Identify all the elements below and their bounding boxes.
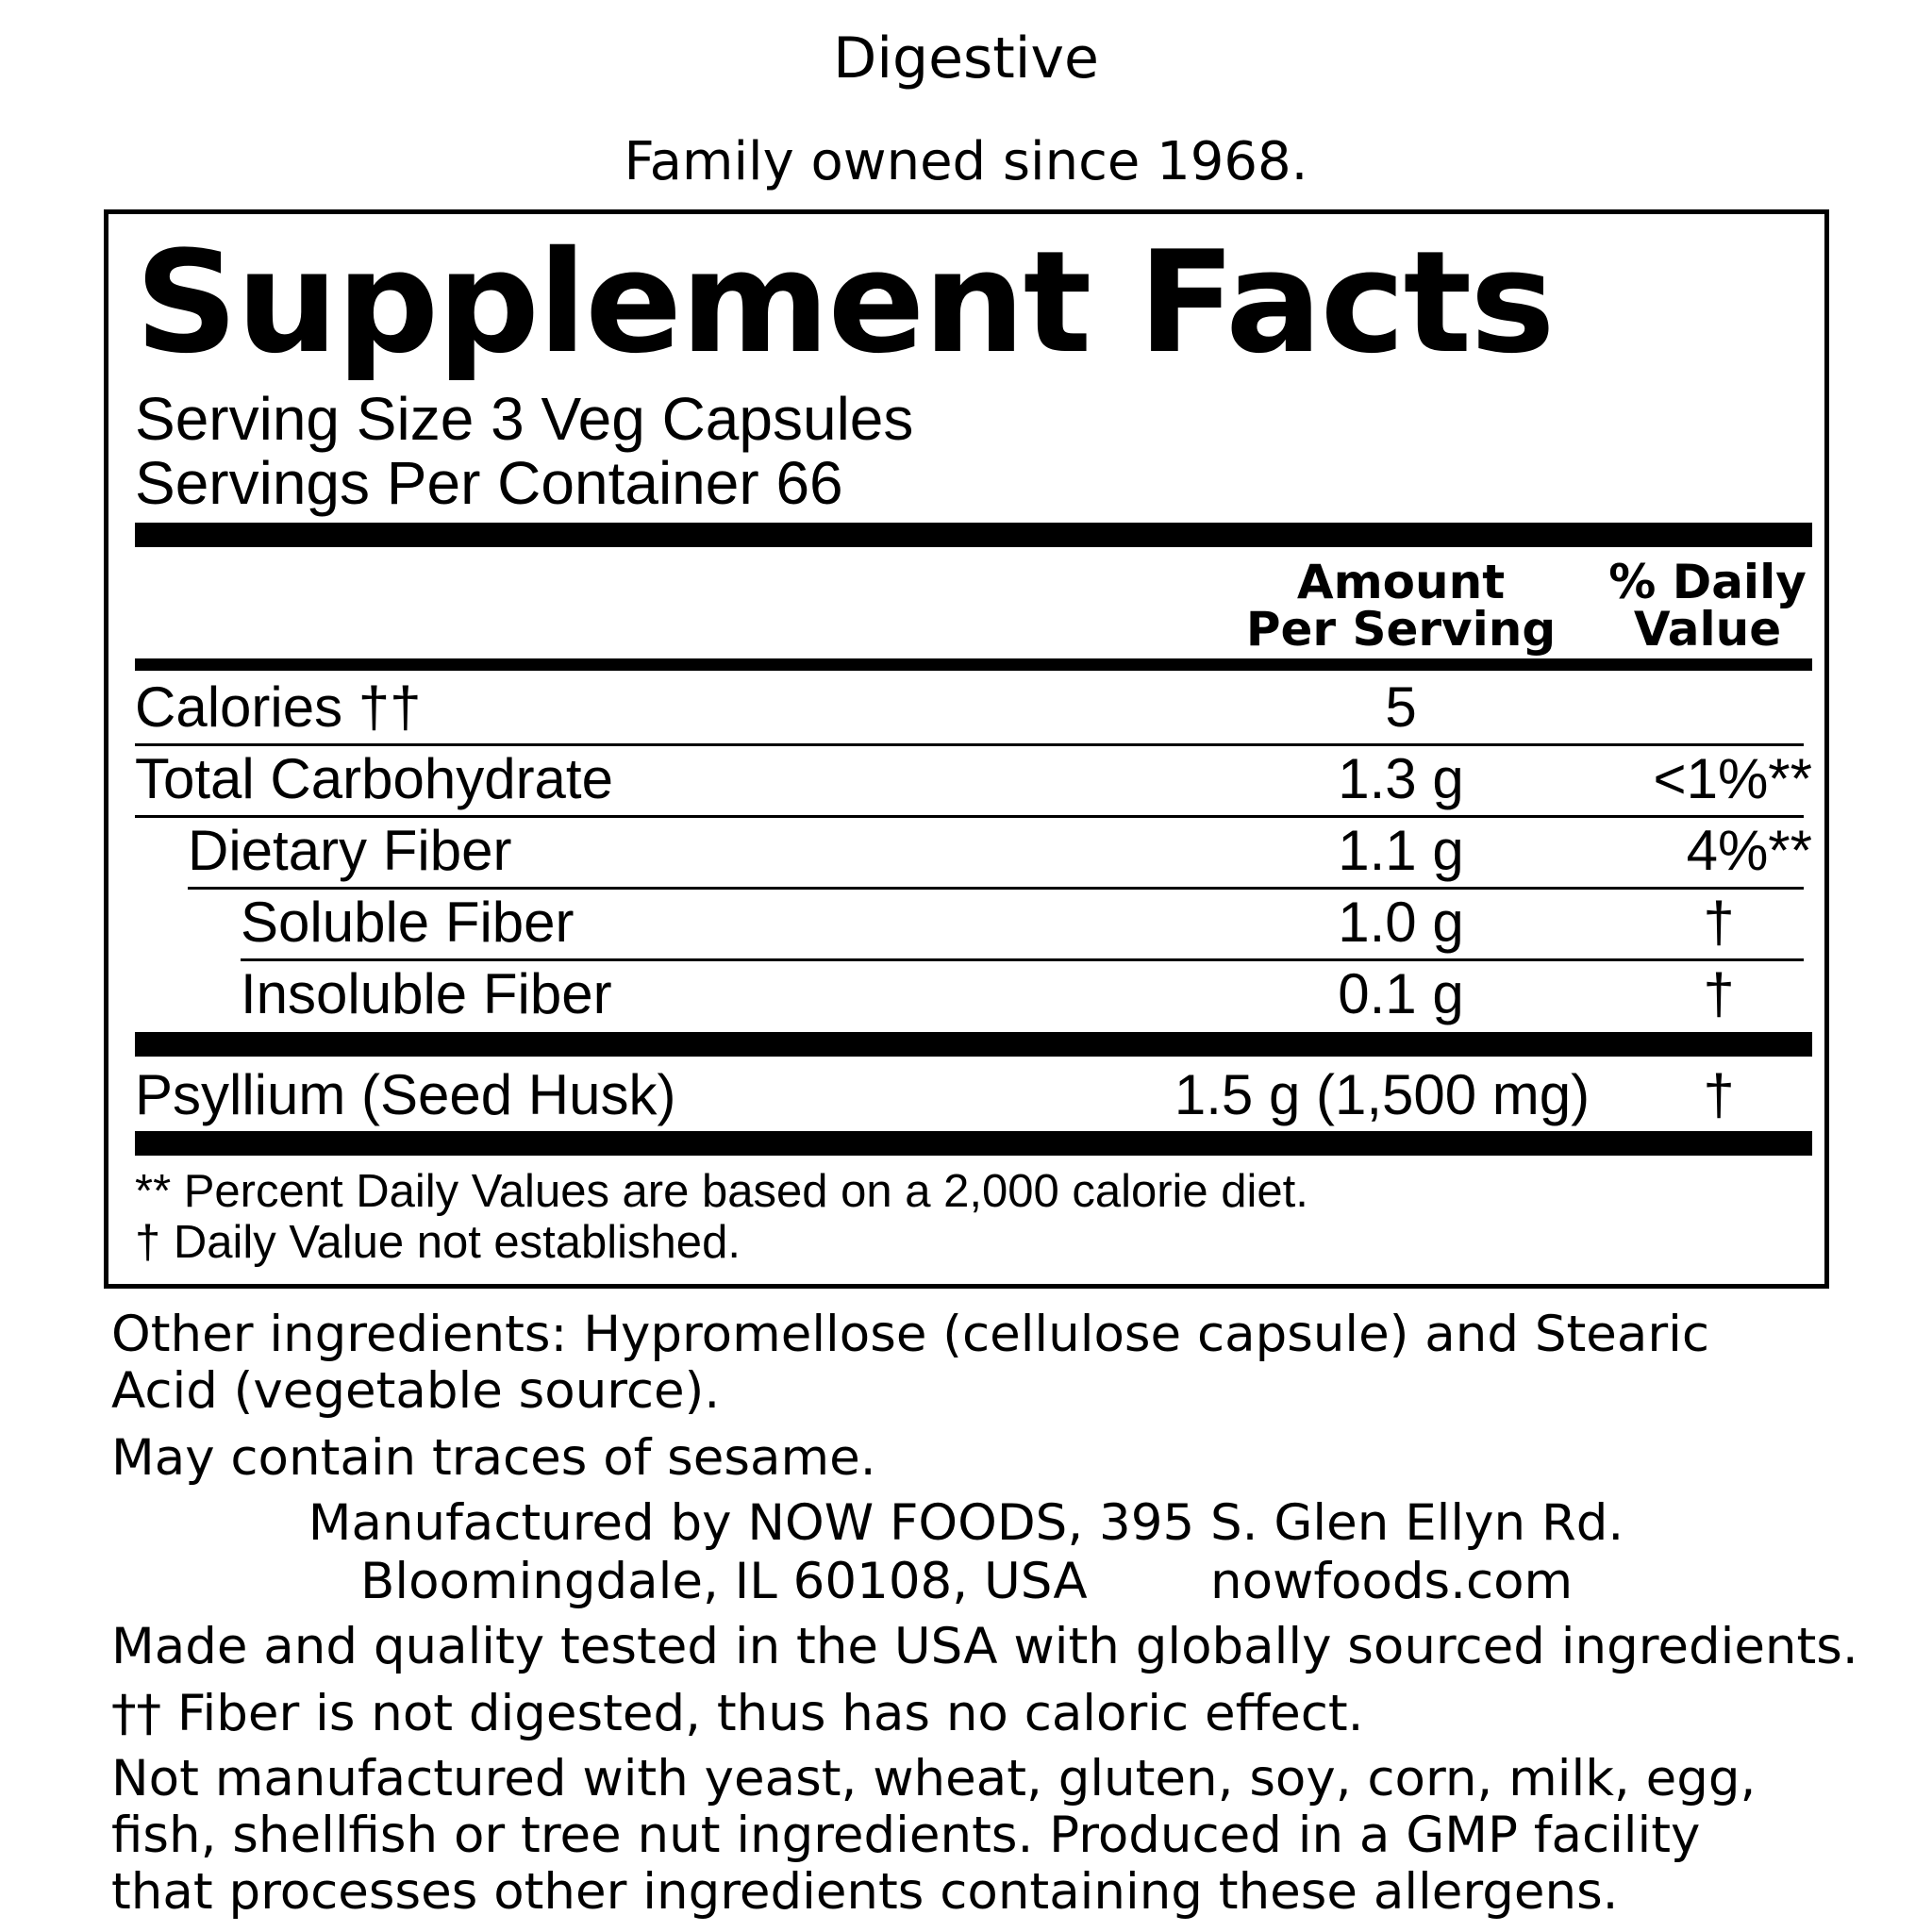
footnote-dv-not-established: † Daily Value not established.: [135, 1217, 741, 1268]
row-amount-soluble-fiber: 1.0 g: [1338, 891, 1464, 954]
thick-divider: [135, 523, 1812, 547]
serving-size: Serving Size 3 Veg Capsules: [135, 385, 914, 453]
row-label-psyllium: Psyllium (Seed Husk): [135, 1063, 676, 1126]
thick-divider: [135, 1032, 1812, 1057]
row-label-insoluble-fiber: Insoluble Fiber: [241, 962, 612, 1025]
supplement-facts-panel: [104, 209, 1829, 1289]
footnote-daily-values: ** Percent Daily Values are based on a 2,000 calorie diet.: [135, 1166, 1308, 1217]
sesame-warning: May contain traces of sesame.: [111, 1429, 876, 1487]
column-header-amount: [1203, 555, 1599, 657]
column-header-dv-line2: Value: [1633, 602, 1782, 657]
medium-divider: [135, 658, 1812, 671]
column-header-amount-line2: Per Serving: [1245, 602, 1557, 657]
row-label-dietary-fiber: Dietary Fiber: [188, 819, 512, 882]
row-dv-total-carbohydrate: <1%**: [1653, 747, 1812, 810]
row-dv-soluble-fiber: †: [1703, 891, 1735, 954]
allergen-statement-line2: fish, shellfish or tree nut ingredients. Produced in a GMP facility: [111, 1807, 1701, 1864]
row-label-total-carbohydrate: Total Carbohydrate: [135, 747, 613, 810]
column-header-daily-value: [1585, 555, 1830, 657]
tagline: Family owned since 1968.: [624, 131, 1308, 192]
category-title: Digestive: [833, 25, 1099, 92]
other-ingredients-line2: Acid (vegetable source).: [111, 1362, 721, 1420]
column-header-dv-line1: % Daily: [1608, 555, 1807, 609]
allergen-statement-line1: Not manufactured with yeast, wheat, gluten, soy, corn, milk, egg,: [111, 1750, 1757, 1807]
row-dv-insoluble-fiber: †: [1703, 962, 1735, 1025]
row-amount-total-carbohydrate: 1.3 g: [1338, 747, 1464, 810]
row-dv-dietary-fiber: 4%**: [1686, 819, 1812, 882]
allergen-statement-line3: that processes other ingredients containing these allergens.: [111, 1863, 1619, 1921]
made-in-usa: Made and quality tested in the USA with globally sourced ingredients.: [111, 1618, 1858, 1675]
facts-title: Supplement Facts: [135, 222, 1554, 385]
manufacturer-address: Bloomingdale, IL 60108, USA: [360, 1553, 1088, 1610]
row-label-calories: Calories ††: [135, 675, 422, 739]
row-amount-psyllium: 1.5 g (1,500 mg): [1174, 1063, 1591, 1126]
other-ingredients-line1: Other ingredients: Hypromellose (cellulose capsule) and Stearic: [111, 1306, 1710, 1363]
manufacturer-website: nowfoods.com: [1210, 1553, 1574, 1610]
row-amount-calories: 5: [1385, 675, 1417, 739]
row-label-soluble-fiber: Soluble Fiber: [241, 891, 575, 954]
manufacturer-line1: Manufactured by NOW FOODS, 395 S. Glen Ellyn Rd.: [308, 1494, 1624, 1552]
row-amount-dietary-fiber: 1.1 g: [1338, 819, 1464, 882]
thick-divider: [135, 1131, 1812, 1156]
row-dv-psyllium: †: [1703, 1063, 1735, 1126]
column-header-amount-line1: Amount: [1296, 555, 1506, 609]
row-amount-insoluble-fiber: 0.1 g: [1338, 962, 1464, 1025]
servings-per-container: Servings Per Container 66: [135, 449, 843, 517]
fiber-caloric-note: †† Fiber is not digested, thus has no caloric effect.: [111, 1685, 1364, 1742]
